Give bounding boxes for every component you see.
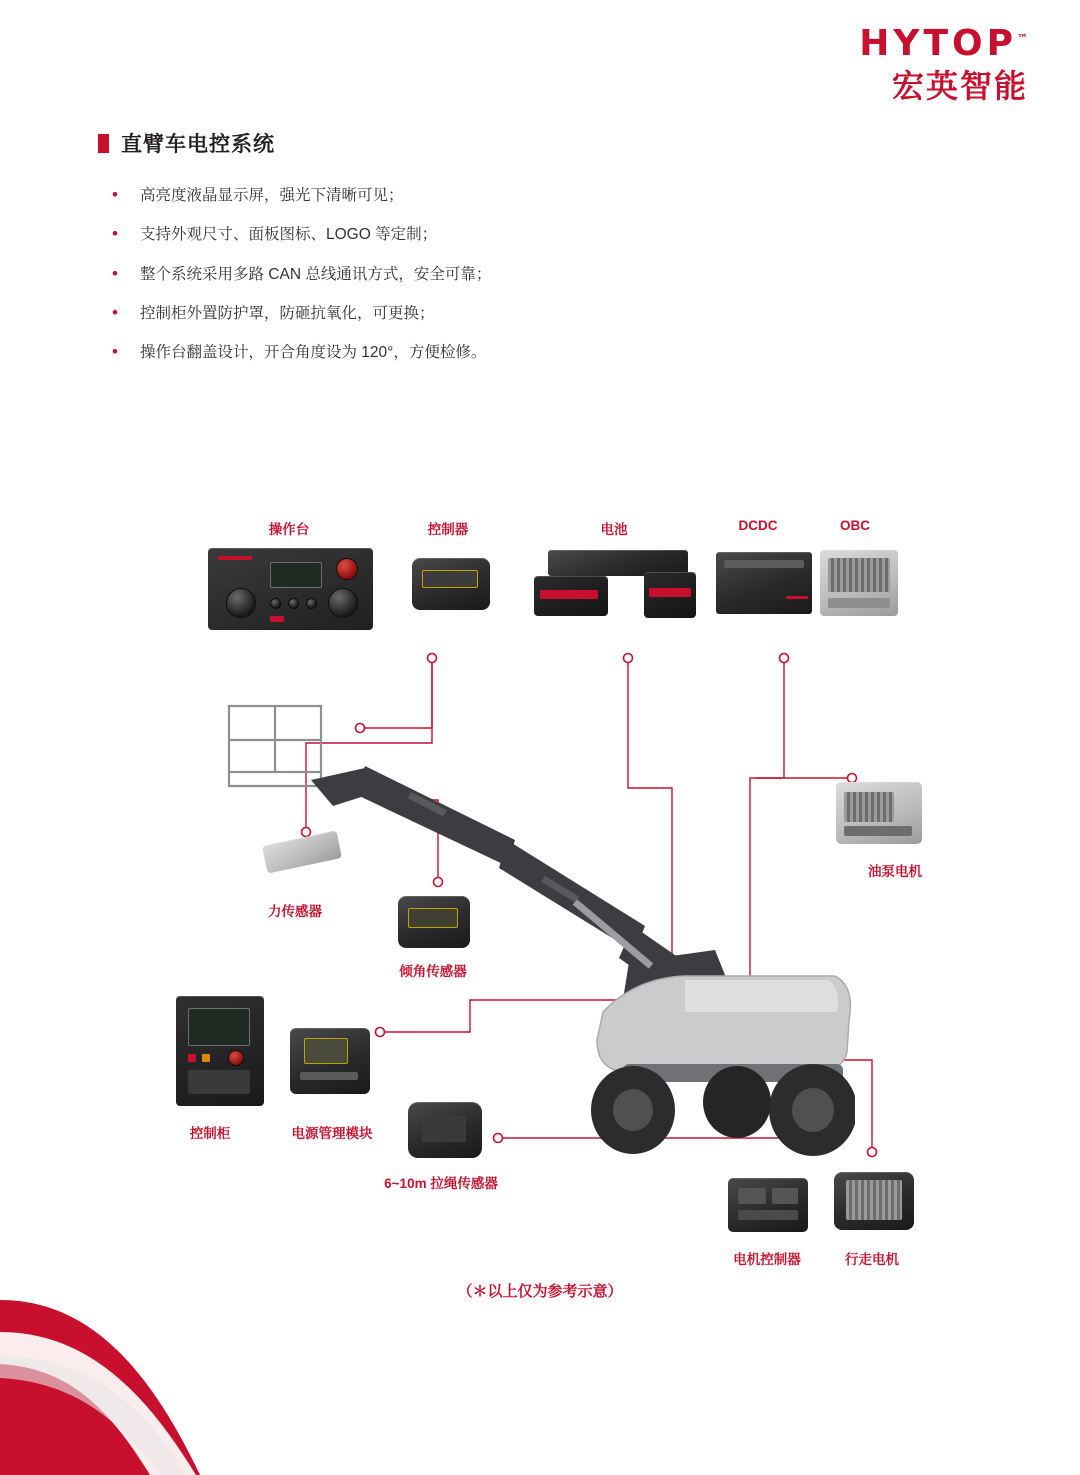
power-module-face	[304, 1038, 348, 1064]
power-module-connector	[300, 1072, 358, 1080]
cabinet-screen	[188, 1008, 250, 1046]
part-tilt-sensor	[398, 896, 470, 948]
brand-wordmark-text: HYTOP	[859, 23, 1017, 64]
bullet-icon: •	[112, 224, 118, 244]
part-controller	[412, 558, 490, 610]
trademark-symbol: ™	[1017, 32, 1028, 45]
pump-motor-base	[844, 826, 912, 836]
part-rope-sensor	[408, 1102, 482, 1158]
brand-name-cn: 宏英智能	[891, 68, 1028, 104]
part-pump-motor	[836, 782, 922, 844]
list-item	[112, 223, 752, 246]
pump-motor-body	[844, 792, 894, 822]
brand-wordmark	[859, 23, 1028, 64]
console-button-2	[288, 598, 299, 609]
label-power-module: 电源管理模块	[291, 1126, 373, 1141]
obc-base	[828, 598, 890, 608]
cabinet-emergency-knob	[228, 1050, 244, 1066]
section-title	[98, 128, 275, 158]
battery-label-right	[649, 588, 691, 597]
dcdc-top-plate	[724, 560, 804, 568]
feature-text: 操作台翻盖设计，开合角度设为 120°，方便检修。	[140, 344, 487, 361]
battery-label-left	[540, 590, 598, 599]
feature-text: 高亮度液晶显示屏，强光下清晰可见；	[140, 187, 404, 204]
title-bullet-icon	[98, 134, 109, 153]
part-battery-cell-left	[534, 576, 608, 616]
list-item	[112, 184, 752, 207]
platform-basket	[229, 706, 321, 786]
part-motor-controller	[728, 1178, 808, 1232]
label-pump-motor: 油泵电机	[868, 864, 922, 879]
dcdc-cable	[786, 596, 808, 599]
part-dcdc	[716, 552, 812, 614]
bullet-icon: •	[112, 302, 118, 322]
bullet-icon: •	[112, 185, 118, 204]
wheels	[591, 1064, 855, 1156]
list-item	[112, 341, 752, 364]
page-title: 直臂车电控系统	[121, 133, 275, 156]
console-indicator-strip	[218, 556, 252, 560]
label-console: 操作台	[268, 522, 310, 537]
label-tilt-sensor: 倾角传感器	[399, 964, 467, 979]
part-drive-motor	[834, 1172, 914, 1230]
list-item	[112, 302, 752, 325]
cabinet-diagram-panel	[188, 1070, 250, 1094]
bullet-icon: •	[112, 263, 118, 283]
console-button-1	[270, 598, 281, 609]
footnote: （＊以上仅为参考示意）	[457, 1283, 623, 1300]
part-console	[208, 548, 373, 630]
cabinet-led-2	[202, 1054, 210, 1062]
label-rope-sensor: 6~10m 拉绳传感器	[384, 1176, 498, 1191]
joystick-left	[226, 588, 256, 618]
drive-motor-housing	[846, 1180, 902, 1220]
feature-text: 控制柜外置防护罩，防砸抗氧化，可更换；	[140, 304, 435, 322]
console-screen	[270, 562, 322, 588]
console-button-4	[270, 616, 284, 622]
motor-controller-port-1	[738, 1188, 766, 1204]
part-control-cabinet	[176, 996, 264, 1106]
part-obc	[820, 550, 898, 616]
label-control-cabinet: 控制柜	[189, 1126, 231, 1141]
label-motor-controller: 电机控制器	[733, 1252, 801, 1267]
brand-logo	[859, 23, 1028, 104]
joystick-right	[328, 588, 358, 618]
part-battery-cell-right	[644, 572, 696, 618]
cabinet-led-1	[188, 1054, 196, 1062]
motor-controller-port-2	[772, 1188, 798, 1204]
feature-text: 整个系统采用多路 CAN 总线通讯方式，安全可靠；	[140, 265, 492, 283]
list-item	[112, 263, 752, 286]
console-button-3	[306, 598, 317, 609]
bullet-icon: •	[112, 342, 118, 361]
label-battery: 电池	[600, 522, 628, 537]
obc-heatsink	[828, 558, 890, 592]
decorative-corner	[0, 1260, 260, 1475]
rope-sensor-face	[422, 1116, 466, 1142]
tilt-sensor-face	[408, 908, 458, 928]
feature-text: 支持外观尺寸、面板图标、LOGO 等定制；	[140, 226, 438, 244]
label-controller: 控制器	[427, 522, 469, 537]
label-force-sensor: 力传感器	[268, 904, 322, 919]
controller-face	[422, 570, 478, 588]
boom-lift-illustration	[215, 640, 855, 1200]
label-obc: OBC	[840, 518, 870, 533]
boom-arms	[311, 766, 685, 992]
part-power-module	[290, 1028, 370, 1094]
label-dcdc: DCDC	[738, 518, 778, 533]
component-diagram	[0, 500, 1080, 1330]
feature-list	[112, 184, 752, 380]
emergency-stop-knob	[336, 558, 358, 580]
label-drive-motor: 行走电机	[845, 1252, 899, 1267]
motor-controller-base	[738, 1210, 798, 1220]
chassis-top-panel	[685, 980, 838, 1012]
